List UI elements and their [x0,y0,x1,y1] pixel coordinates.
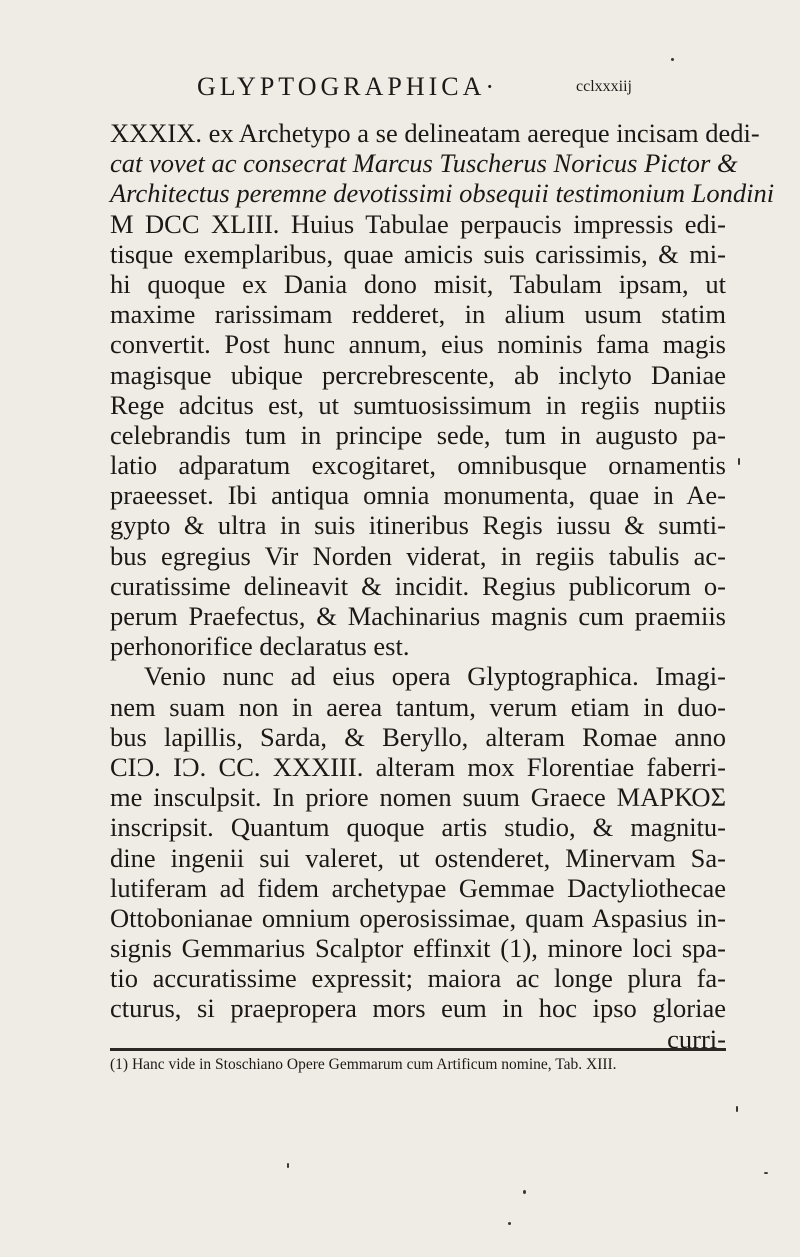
paper-speck [671,58,674,61]
paper-speck [764,1172,768,1174]
text-line: maxime rarissimam redderet, in alium usum statim [110,299,726,330]
text-line: cturus, si praepropera mors eum in hoc ipso gloriae [110,993,726,1024]
page-number: cclxxxiij [576,78,632,95]
text-line: M DCC XLIII. Huius Tabulae perpaucis impressis edi- [110,208,726,239]
text-line: cat vovet ac consecrat Marcus Tuscherus Noricus Pictor & [110,148,738,179]
running-title: GLYPTOGRAPHICA· [197,72,499,101]
text-line: me insculpsit. In priore nomen suum Graece ΜΑΡΚΟΣ [110,782,726,813]
text-line: hi quoque ex Dania dono misit, Tabulam ipsam, ut [110,268,726,299]
text-line: tisque exemplaribus, quae amicis suis carissimis, & mi- [110,238,726,269]
text-line: nem suam non in aerea tantum, verum etiam in duo- [110,691,726,722]
text-line: celebrandis tum in principe sede, tum in augusto pa- [110,419,726,450]
page-header [0,72,800,112]
text-line: CIƆ. IƆ. CC. XXXIII. alteram mox Florentiae faberri- [110,751,726,782]
text-line: curatissime delineavit & incidit. Regius publicorum o- [110,570,726,601]
footnote: (1) Hanc vide in Stoschiano Opere Gemmarum cum Artificum nomine, Tab. XIII. [110,1056,617,1073]
text-line: Venio nunc ad eius opera Glyptographica. Imagi- [144,661,726,692]
text-line: dine ingenii sui valeret, ut ostenderet, Minervam Sa- [110,842,726,873]
paper-speck [287,1163,289,1168]
footnote-rule [110,1048,726,1051]
paper-speck [508,1222,511,1225]
paper-speck [523,1190,526,1194]
text-line: bus egregius Vir Norden viderat, in regiis tabulis ac- [110,540,726,571]
text-line: signis Gemmarius Scalptor effinxit (1), minore loci spa- [110,933,726,964]
text-line: lutiferam ad fidem archetypae Gemmae Dactyliothecae [110,872,726,903]
catchword: curri- [667,1023,726,1054]
paper-speck [736,1106,738,1112]
text-line: bus lapillis, Sarda, & Beryllo, alteram Romae anno [110,721,726,752]
text-line: inscripsit. Quantum quoque artis studio, & magnitu- [110,812,726,843]
main-text-block [110,118,775,1054]
paper-speck [738,458,740,465]
text-line: perum Praefectus, & Machinarius magnis cum praemiis [110,601,726,631]
text-line: magisque ubique percrebrescente, ab inclyto Daniae [110,359,726,390]
text-line: XXXIX. ex Archetypo a se delineatam aereque incisam dedi- [110,118,760,148]
text-line: Rege adcitus est, ut sumtuosissimum in regiis nuptiis [110,389,726,420]
text-line: praeesset. Ibi antiqua omnia monumenta, quae in Ae- [110,480,726,511]
text-line: perhonorifice declaratus est. [110,631,410,662]
text-line: tio accuratissime expressit; maiora ac longe plura fa- [110,963,726,994]
text-line: gypto & ultra in suis itineribus Regis iussu & sumti- [110,510,726,541]
text-line: convertit. Post hunc annum, eius nominis fama magis [110,329,726,360]
text-line: Ottobonianae omnium operosissimae, quam Aspasius in- [110,902,726,933]
text-line: latio adparatum excogitaret, omnibusque ornamentis [110,450,726,481]
text-line: Architectus peremne devotissimi obsequii testimonium Londini [110,178,775,209]
